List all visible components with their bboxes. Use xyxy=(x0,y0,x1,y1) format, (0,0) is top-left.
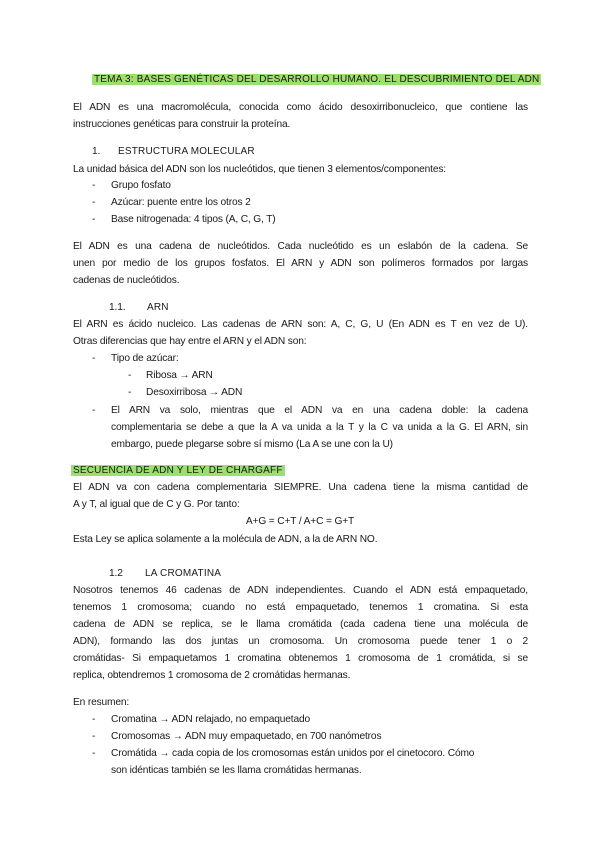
section-1-1-number: 1.1. xyxy=(109,302,126,313)
bullet-dash: - xyxy=(92,353,96,364)
sugar-label: Tipo de azúcar: xyxy=(111,353,179,364)
bullet-dash: - xyxy=(92,748,96,759)
chargaff-line: El ADN va con cadena complementaria SIEMPRE. Una cadena tiene la misma cantidad de xyxy=(73,482,528,493)
sugar-item: Ribosa → ARN xyxy=(146,370,213,381)
section-1-2-number: 1.2 xyxy=(109,568,123,579)
bullet-dash: - xyxy=(92,714,96,725)
cromatina-line: replica, obtendremos 1 cromosoma de 2 cromátidas hermanas. xyxy=(73,670,351,681)
bullet-dash: - xyxy=(92,214,96,225)
chargaff-note: Esta Ley se aplica solamente a la molécula de ADN, a la de ARN NO. xyxy=(73,534,378,545)
chargaff-heading: SECUENCIA DE ADN Y LEY DE CHARGAFF xyxy=(73,465,283,476)
unit-text: La unidad básica del ADN son los nucleótidos, que tienen 3 elementos/componentes: xyxy=(73,164,446,175)
page-title: TEMA 3: BASES GENÉTICAS DEL DESARROLLO HUMANO. EL DESCUBRIMIENTO DEL ADN xyxy=(94,74,540,85)
summary-item: Cromátida → cada copia de los cromosomas están unidos por el cinetocoro. Cómo xyxy=(111,748,475,759)
bullet-dash: - xyxy=(128,370,132,381)
section-1-number: 1. xyxy=(92,146,101,157)
chain-para-line: cadenas de nucleótidos. xyxy=(73,275,180,286)
arn-single-line: complementaria se debe a que la A va unida a la T y la C va unida a la G. El ARN, sin xyxy=(111,422,528,433)
bullet-dash: - xyxy=(92,731,96,742)
cromatina-line: cromátidas- Si empaquetamos 1 cromatina obtenemos 1 cromosoma de 1 cromátida, si se xyxy=(73,653,528,664)
summary-item: son idénticas también se les llama cromátidas hermanas. xyxy=(111,765,362,776)
bullet-dash: - xyxy=(92,180,96,191)
cromatina-line: Nosotros tenemos 46 cadenas de ADN independientes. Cuando el ADN está empaquetado, xyxy=(73,585,528,596)
section-1-heading: ESTRUCTURA MOLECULAR xyxy=(118,146,255,157)
component-item: Base nitrogenada: 4 tipos (A, C, G, T) xyxy=(111,214,276,225)
intro-line-2: instrucciones genéticas para construir la proteína. xyxy=(73,119,291,130)
component-item: Grupo fosfato xyxy=(111,180,171,191)
bullet-dash: - xyxy=(128,387,132,398)
section-1-1-heading: ARN xyxy=(147,302,169,313)
cromatina-line: ADN), formando las dos juntas un cromosoma. Un cromosoma puede tener 1 o 2 xyxy=(73,636,528,647)
bullet-dash: - xyxy=(92,197,96,208)
cromatina-line: tenemos 1 cromosoma; cuando no está empaquetado, tenemos 1 cromatina. Si esta xyxy=(73,602,528,613)
chargaff-formula: A+G = C+T / A+C = G+T xyxy=(245,516,355,527)
intro-line-1: El ADN es una macromolécula, conocida como ácido desoxirribonucleico, que contiene las xyxy=(73,102,528,113)
sugar-item: Desoxirribosa → ADN xyxy=(146,387,243,398)
cromatina-line: cadena de ADN se replica, se le llama cromátida (cada cadena tiene una molécula de xyxy=(73,619,528,630)
summary-label: En resumen: xyxy=(73,697,130,708)
component-item: Azúcar: puente entre los otros 2 xyxy=(111,197,251,208)
section-1-2-heading: LA CROMATINA xyxy=(145,568,222,579)
arn-single-line: El ARN va solo, mientras que el ADN va en una cadena doble: la cadena xyxy=(111,405,528,416)
chain-para-line: El ADN es una cadena de nucleótidos. Cada nucleótido es un eslabón de la cadena. Se xyxy=(73,241,528,252)
arn-para-line: Otras diferencias que hay entre el ARN y el ADN son: xyxy=(73,336,307,347)
chargaff-line: A y T, al igual que de C y G. Por tanto: xyxy=(73,499,240,510)
summary-item: Cromosomas → ADN muy empaquetado, en 700 nanómetros xyxy=(111,731,382,742)
arn-para-line: El ARN es ácido nucleico. Las cadenas de ARN son: A, C, G, U (En ADN es T en vez de U). xyxy=(73,319,528,330)
arn-single-line: embargo, puede plegarse sobre sí mismo (La A se une con la U) xyxy=(111,439,393,450)
summary-item: Cromatina → ADN relajado, no empaquetado xyxy=(111,714,310,725)
bullet-dash: - xyxy=(92,405,96,416)
chain-para-line: unen por medio de los grupos fosfatos. El ARN y ADN son polímeros formados por largas xyxy=(73,258,528,269)
